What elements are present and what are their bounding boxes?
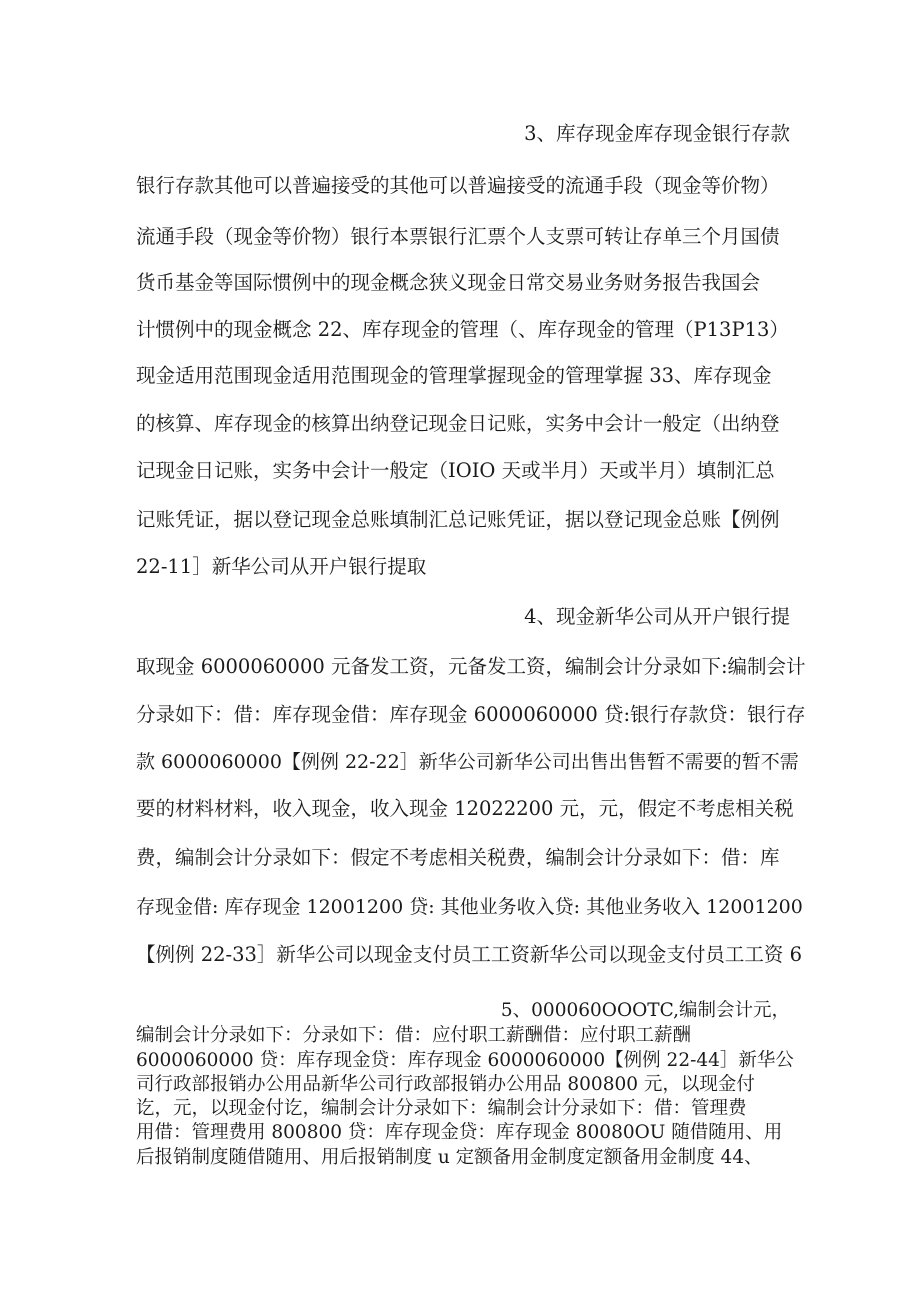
section-3-line-2: 流通手段（现金等价物）银行本票银行汇票个人支票可转让存单三个月国债 [136,225,780,248]
section-5-line-3: 司行政部报销办公用品新华公司行政部报销办公用品 800800 元，以现金付 [136,1074,755,1095]
section-5-line-2: 6000060000 贷：库存现金贷：库存现金 6000060000【例例 22-44］新华公 [136,1050,794,1071]
section-3-line-8: 记账凭证，据以登记现金总账填制汇总记账凭证，据以登记现金总账【例例 [136,508,780,531]
section-3-line-7: 记现金日记账，实务中会计一般定（IOIO 天或半月）天或半月）填制汇总 [136,459,775,482]
section-3-line-3: 货币基金等国际惯例中的现金概念狭义现金日常交易业务财务报告我国会 [136,271,761,294]
section-4-line-1: 取现金 6000060000 元备发工资，元备发工资，编制会计分录如下:编制会计 [136,655,806,678]
section-3-line-6: 的核算、库存现金的核算出纳登记现金日记账，实务中会计一般定（出纳登 [136,412,780,435]
section-3-line-9: 22-11］新华公司从开户银行提取 [136,555,427,578]
section-5-line-1: 编制会计分录如下：分录如下：借：应付职工薪酬借：应付职工薪酬 [136,1025,692,1046]
section-3-line-4: 计惯例中的现金概念 22、库存现金的管理（、库存现金的管理（P13P13） [136,318,789,341]
section-4-line-4: 要的材料材料，收入现金，收入现金 12022200 元，元，假定不考虑相关税 [136,797,794,820]
section-4-line-2: 分录如下：借：库存现金借：库存现金 6000060000 贷:银行存款贷：银行存 [136,703,806,726]
section-4-line-3: 款 6000060000【例例 22-22］新华公司新华公司出售出售暂不需要的暂不需 [136,751,799,773]
section-4-heading: 4、现金新华公司从开户银行提 [524,605,790,628]
section-5-line-6: 后报销制度随借随用、用后报销制度 u 定额备用金制度定额备用金制度 44、 [136,1147,763,1168]
section-5-line-4: 讫，元，以现金付讫，编制会计分录如下：编制会计分录如下：借：管理费 [136,1098,747,1119]
section-3-line-5: 现金适用范围现金适用范围现金的管理掌握现金的管理掌握 33、库存现金 [136,364,772,387]
section-5-line-5: 用借：管理费用 800800 贷：库存现金贷：库存现金 80080OU 随借随用、用 [136,1122,783,1143]
section-3-heading: 3、库存现金库存现金银行存款 [524,122,790,145]
section-3-line-1: 银行存款其他可以普遍接受的其他可以普遍接受的流通手段（现金等价物） [136,174,780,197]
section-4-line-7: 【例例 22-33］新华公司以现金支付员工工资新华公司以现金支付员工工资 6 [136,943,803,966]
section-4-line-6: 存现金借: 库存现金 12001200 贷: 其他业务收入贷: 其他业务收入 12001200 [136,896,803,918]
section-5-heading: 5、000060OOOTC,编制会计元， [500,1000,790,1021]
section-4-line-5: 费，编制会计分录如下：假定不考虑相关税费，编制会计分录如下：借：库 [136,846,780,869]
